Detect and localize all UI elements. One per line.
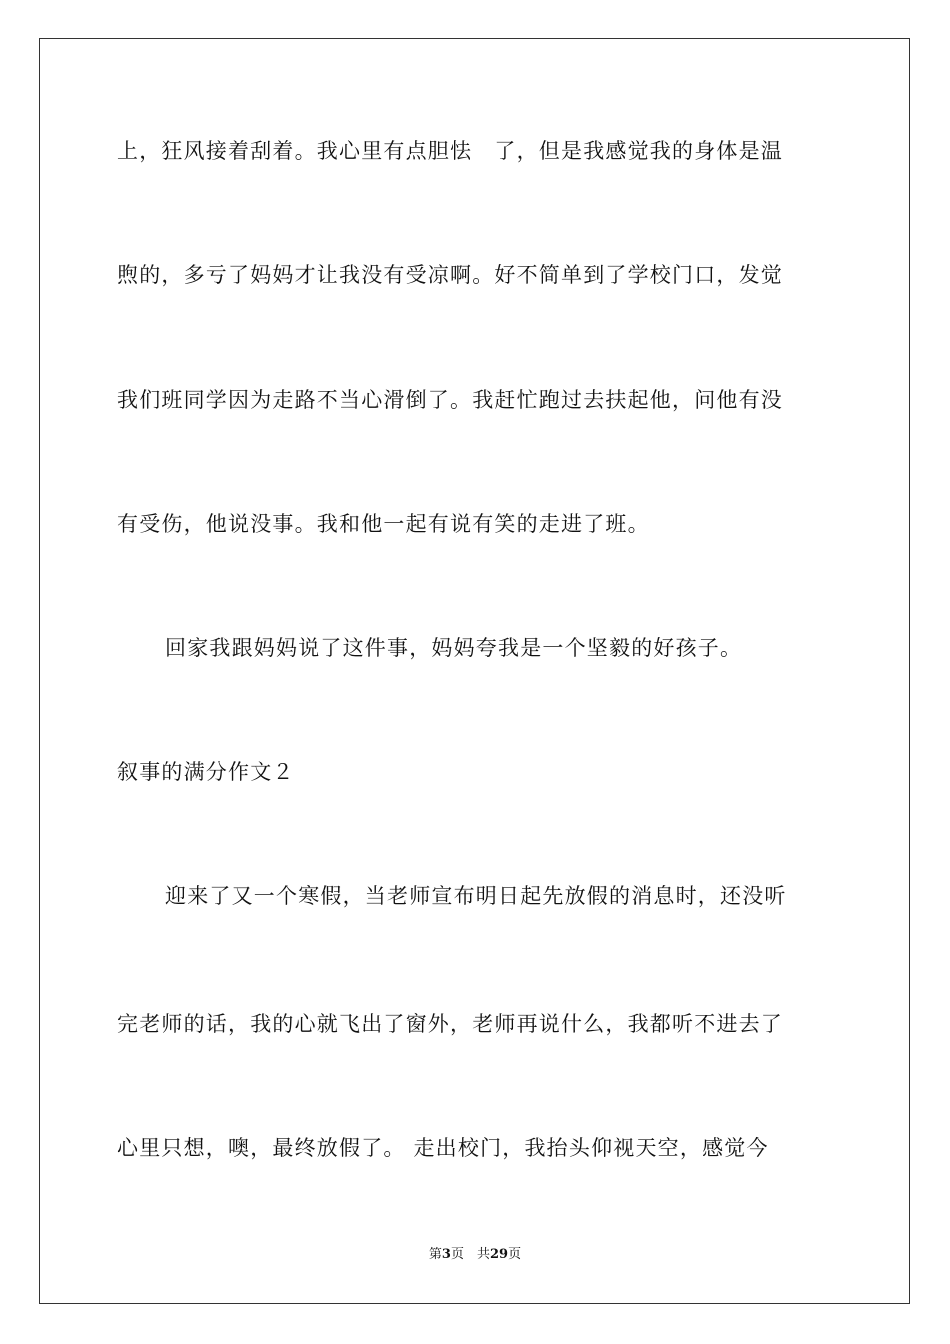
text-line-5: 回家我跟妈妈说了这件事，妈妈夸我是一个坚毅的好孩子。 <box>165 636 743 660</box>
footer-prefix: 第 <box>428 1247 442 1262</box>
page-footer <box>0 1246 950 1264</box>
section-heading: 叙事的满分作文２ <box>117 760 295 784</box>
text-line-4: 有受伤，他说没事。我和他一起有说有笑的走进了班。 <box>117 512 650 536</box>
page-border <box>39 38 910 1304</box>
text-line-3: 我们班同学因为走路不当心滑倒了。我赶忙跑过去扶起他，问他有没 <box>117 388 783 412</box>
footer-suffix: 页 <box>508 1247 522 1262</box>
footer-total-pages: 29 <box>489 1247 509 1262</box>
text-line-6: 迎来了又一个寒假，当老师宣布明日起先放假的消息时，还没听 <box>165 884 787 908</box>
text-line-8: 心里只想，噢，最终放假了。 走出校门，我抬头仰视天空，感觉今 <box>117 1136 769 1160</box>
footer-mid: 页 共 <box>450 1247 490 1262</box>
footer-page-number: 3 <box>441 1247 451 1262</box>
text-line-2: 煦的，多亏了妈妈才让我没有受凉啊。好不简单到了学校门口，发觉 <box>117 263 783 287</box>
text-line-1: 上，狂风接着刮着。我心里有点胆怯 了，但是我感觉我的身体是温 <box>117 139 783 163</box>
text-line-7: 完老师的话，我的心就飞出了窗外，老师再说什么，我都听不进去了 <box>117 1012 783 1036</box>
